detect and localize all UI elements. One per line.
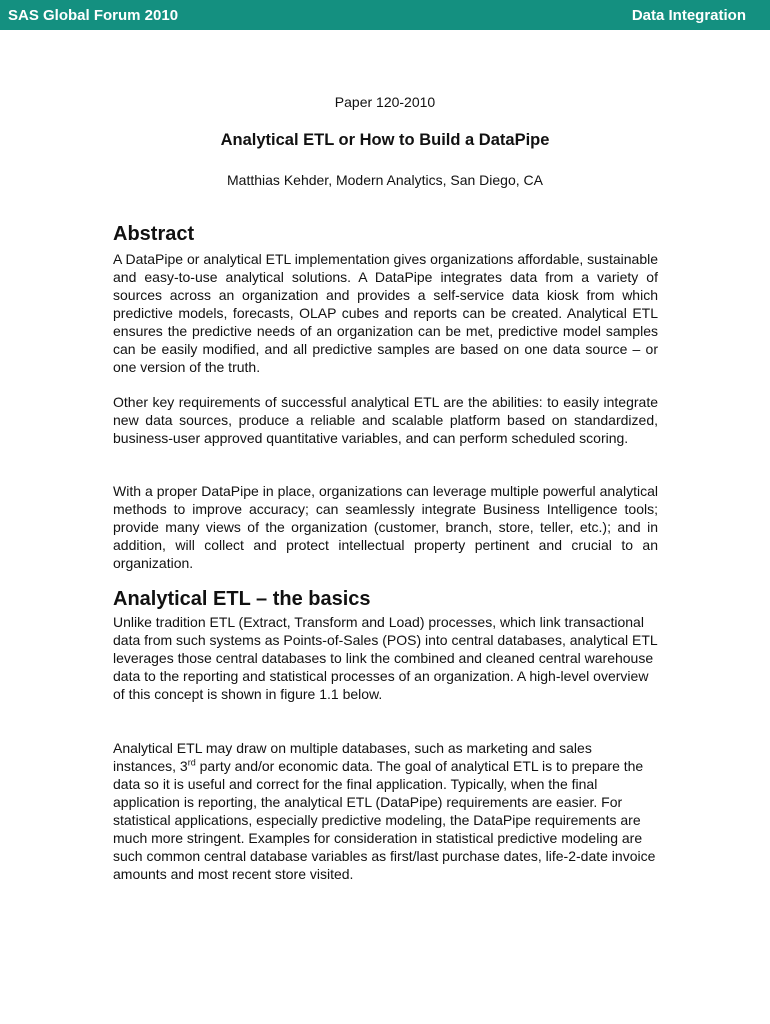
basics-paragraph-2-rest: party and/or economic data. The goal of analytical ETL is to prepare the data so it is useful and correct for the final application. Typically, when the final application is reporting, the analytical ETL (DataPipe) requirements are easier. For statistical applications, especially predictive modeling, the DataPipe requirements are much more stringent. Examples for consideration in statistical predictive modeling are such common central database variables as first/last purchase dates, life-2-date invoice amounts and most recent store visited.: [113, 758, 656, 882]
page-header-bar: [0, 0, 770, 30]
conference-name: SAS Global Forum 2010: [8, 6, 179, 24]
paper-title: Analytical ETL or How to Build a DataPipe: [220, 131, 550, 149]
abstract-heading: Abstract: [113, 223, 195, 245]
abstract-paragraph-3: With a proper DataPipe in place, organizations can leverage multiple powerful analytical methods to improve accuracy; can seamlessly integrate Business Intelligence tools; provide many views of the organization (customer, branch, store, teller, etc.); and in addition, will collect and protect intellectual property pertinent and crucial to an organization.: [113, 483, 658, 571]
abstract-paragraph-1: A DataPipe or analytical ETL implementation gives organizations affordable, sustainable and easy-to-use analytical solutions. A DataPipe integrates data from a variety of sources across an organization and provides a self-service data kiosk from which predictive models, forecasts, OLAP cubes and reports can be created. Analytical ETL ensures the predictive needs of an organization can be met, predictive model samples can be easily modified, and all predictive samples are based on one data source – or one version of the truth.: [113, 251, 658, 375]
abstract-paragraph-2: Other key requirements of successful analytical ETL are the abilities: to easily integrate new data sources, produce a reliable and scalable platform based on standardized, business-user approved quantitative variables, and can perform scheduled scoring.: [113, 394, 658, 446]
ordinal-superscript: rd: [187, 757, 196, 768]
track-name: Data Integration: [631, 6, 746, 24]
paper-number: Paper 120-2010: [334, 94, 436, 110]
basics-heading: Analytical ETL – the basics: [113, 588, 371, 610]
basics-paragraph-2: [113, 739, 658, 883]
basics-paragraph-1: Unlike tradition ETL (Extract, Transform and Load) processes, which link transactional data from such systems as Points-of-Sales (POS) into central databases, analytical ETL leverages those central databases to link the combined and cleaned central warehouse data to the reporting and statistical processes of an organization. A high-level overview of this concept is shown in figure 1.1 below.: [113, 614, 658, 702]
paper-authors: Matthias Kehder, Modern Analytics, San Diego, CA: [227, 172, 543, 188]
basics-paragraph-2-start: Analytical ETL may draw on multiple databases, such as marketing and sales instances, 3: [113, 740, 592, 774]
